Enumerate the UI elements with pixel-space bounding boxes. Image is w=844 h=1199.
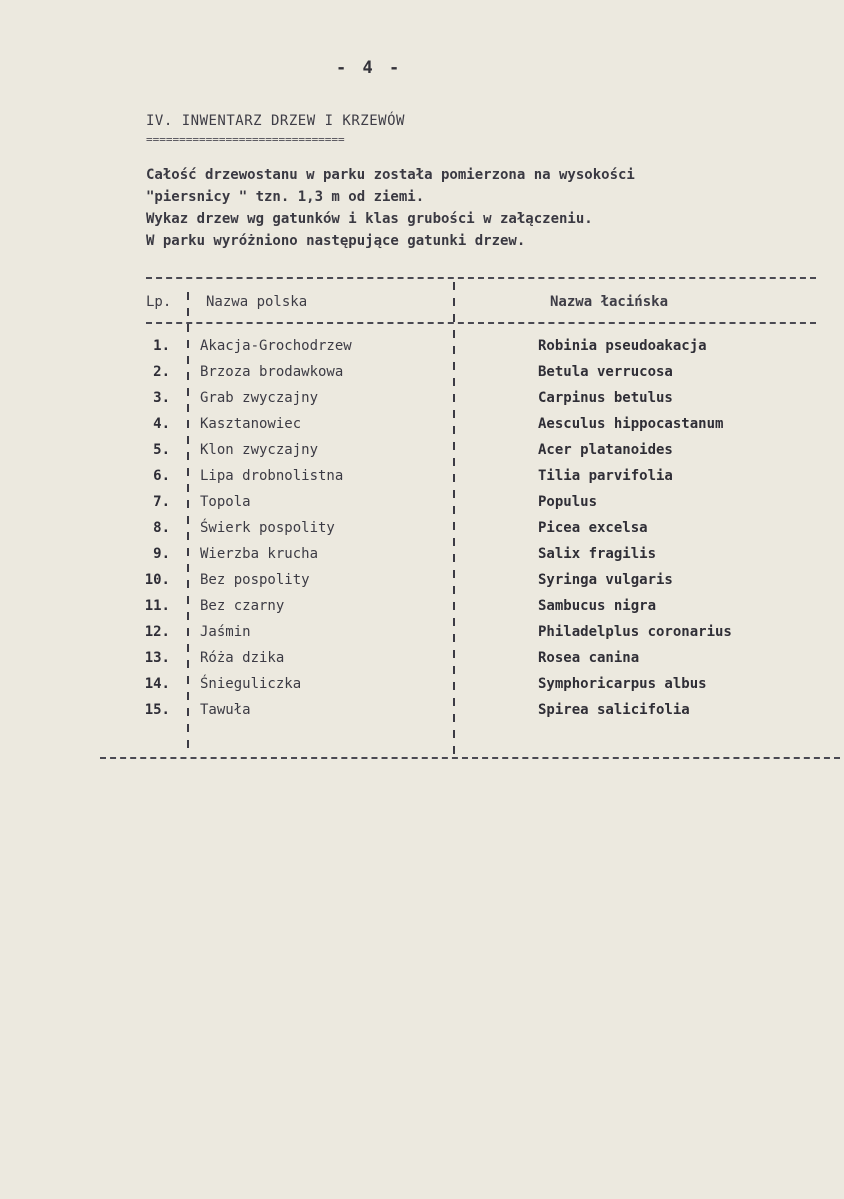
polish-name: Klon zwyczajny <box>200 442 319 458</box>
heading-underline: ============================== <box>146 133 345 146</box>
intro-line: "piersnicy " tzn. 1,3 m od ziemi. <box>146 189 425 205</box>
row-number: 15. <box>144 702 170 718</box>
header-lp: Lp. <box>146 294 172 310</box>
table-row <box>140 390 800 416</box>
table-row <box>140 520 800 546</box>
table-row <box>140 416 800 442</box>
intro-line: Wykaz drzew wg gatunków i klas grubości w załączeniu. <box>146 211 593 227</box>
polish-name: Tawuła <box>200 702 251 718</box>
table-top-rule <box>146 277 816 279</box>
row-number: 11. <box>144 598 170 614</box>
table-row <box>140 702 800 728</box>
table-header-rule <box>146 322 816 324</box>
row-number: 6. <box>153 468 170 484</box>
table-row <box>140 650 800 676</box>
row-number: 2. <box>153 364 170 380</box>
latin-name: Sambucus nigra <box>538 598 657 614</box>
latin-name: Picea excelsa <box>538 520 648 536</box>
intro-paragraph <box>146 164 796 252</box>
row-number: 8. <box>153 520 170 536</box>
row-number: 1. <box>153 338 170 354</box>
intro-line: Całość drzewostanu w parku została pomierzona na wysokości <box>146 167 635 183</box>
row-number: 5. <box>153 442 170 458</box>
latin-name: Symphoricarpus albus <box>538 676 707 692</box>
table-row <box>140 598 800 624</box>
polish-name: Grab zwyczajny <box>200 390 319 406</box>
polish-name: Brzoza brodawkowa <box>200 364 344 380</box>
page-number: - 4 - <box>336 58 403 78</box>
polish-name: Świerk pospolity <box>200 520 335 536</box>
latin-name: Philadelplus coronarius <box>538 624 732 640</box>
polish-name: Topola <box>200 494 251 510</box>
row-number: 7. <box>153 494 170 510</box>
latin-name: Aesculus hippocastanum <box>538 416 724 432</box>
polish-name: Jaśmin <box>200 624 251 640</box>
row-number: 4. <box>153 416 170 432</box>
polish-name: Róża dzika <box>200 650 285 666</box>
table-row <box>140 572 800 598</box>
latin-name: Spirea salicifolia <box>538 702 690 718</box>
latin-name: Rosea canina <box>538 650 640 666</box>
latin-name: Syringa vulgaris <box>538 572 673 588</box>
polish-name: Bez pospolity <box>200 572 310 588</box>
polish-name: Wierzba krucha <box>200 546 319 562</box>
table-row <box>140 468 800 494</box>
row-number: 13. <box>144 650 170 666</box>
table-row <box>140 546 800 572</box>
polish-name: Bez czarny <box>200 598 285 614</box>
polish-name: Śnieguliczka <box>200 676 302 692</box>
intro-line: W parku wyróżniono następujące gatunki drzew. <box>146 233 526 249</box>
table-row <box>140 364 800 390</box>
table-bottom-rule <box>100 757 840 759</box>
row-number: 3. <box>153 390 170 406</box>
header-polish-name: Nazwa polska <box>206 294 308 310</box>
latin-name: Carpinus betulus <box>538 390 673 406</box>
latin-name: Betula verrucosa <box>538 364 673 380</box>
polish-name: Akacja-Grochodrzew <box>200 338 352 354</box>
row-number: 10. <box>144 572 170 588</box>
latin-name: Tilia parvifolia <box>538 468 673 484</box>
latin-name: Salix fragilis <box>538 546 657 562</box>
row-number: 14. <box>144 676 170 692</box>
latin-name: Populus <box>538 494 598 510</box>
latin-name: Robinia pseudoakacja <box>538 338 707 354</box>
header-latin-name: Nazwa łacińska <box>550 294 669 310</box>
polish-name: Lipa drobnolistna <box>200 468 344 484</box>
latin-name: Acer platanoides <box>538 442 673 458</box>
row-number: 12. <box>144 624 170 640</box>
table-row <box>140 442 800 468</box>
row-number: 9. <box>153 546 170 562</box>
table-row <box>140 494 800 520</box>
table-row <box>140 338 800 364</box>
polish-name: Kasztanowiec <box>200 416 302 432</box>
table-row <box>140 624 800 650</box>
section-heading: IV. INWENTARZ DRZEW I KRZEWÓW <box>146 113 405 129</box>
table-row <box>140 676 800 702</box>
